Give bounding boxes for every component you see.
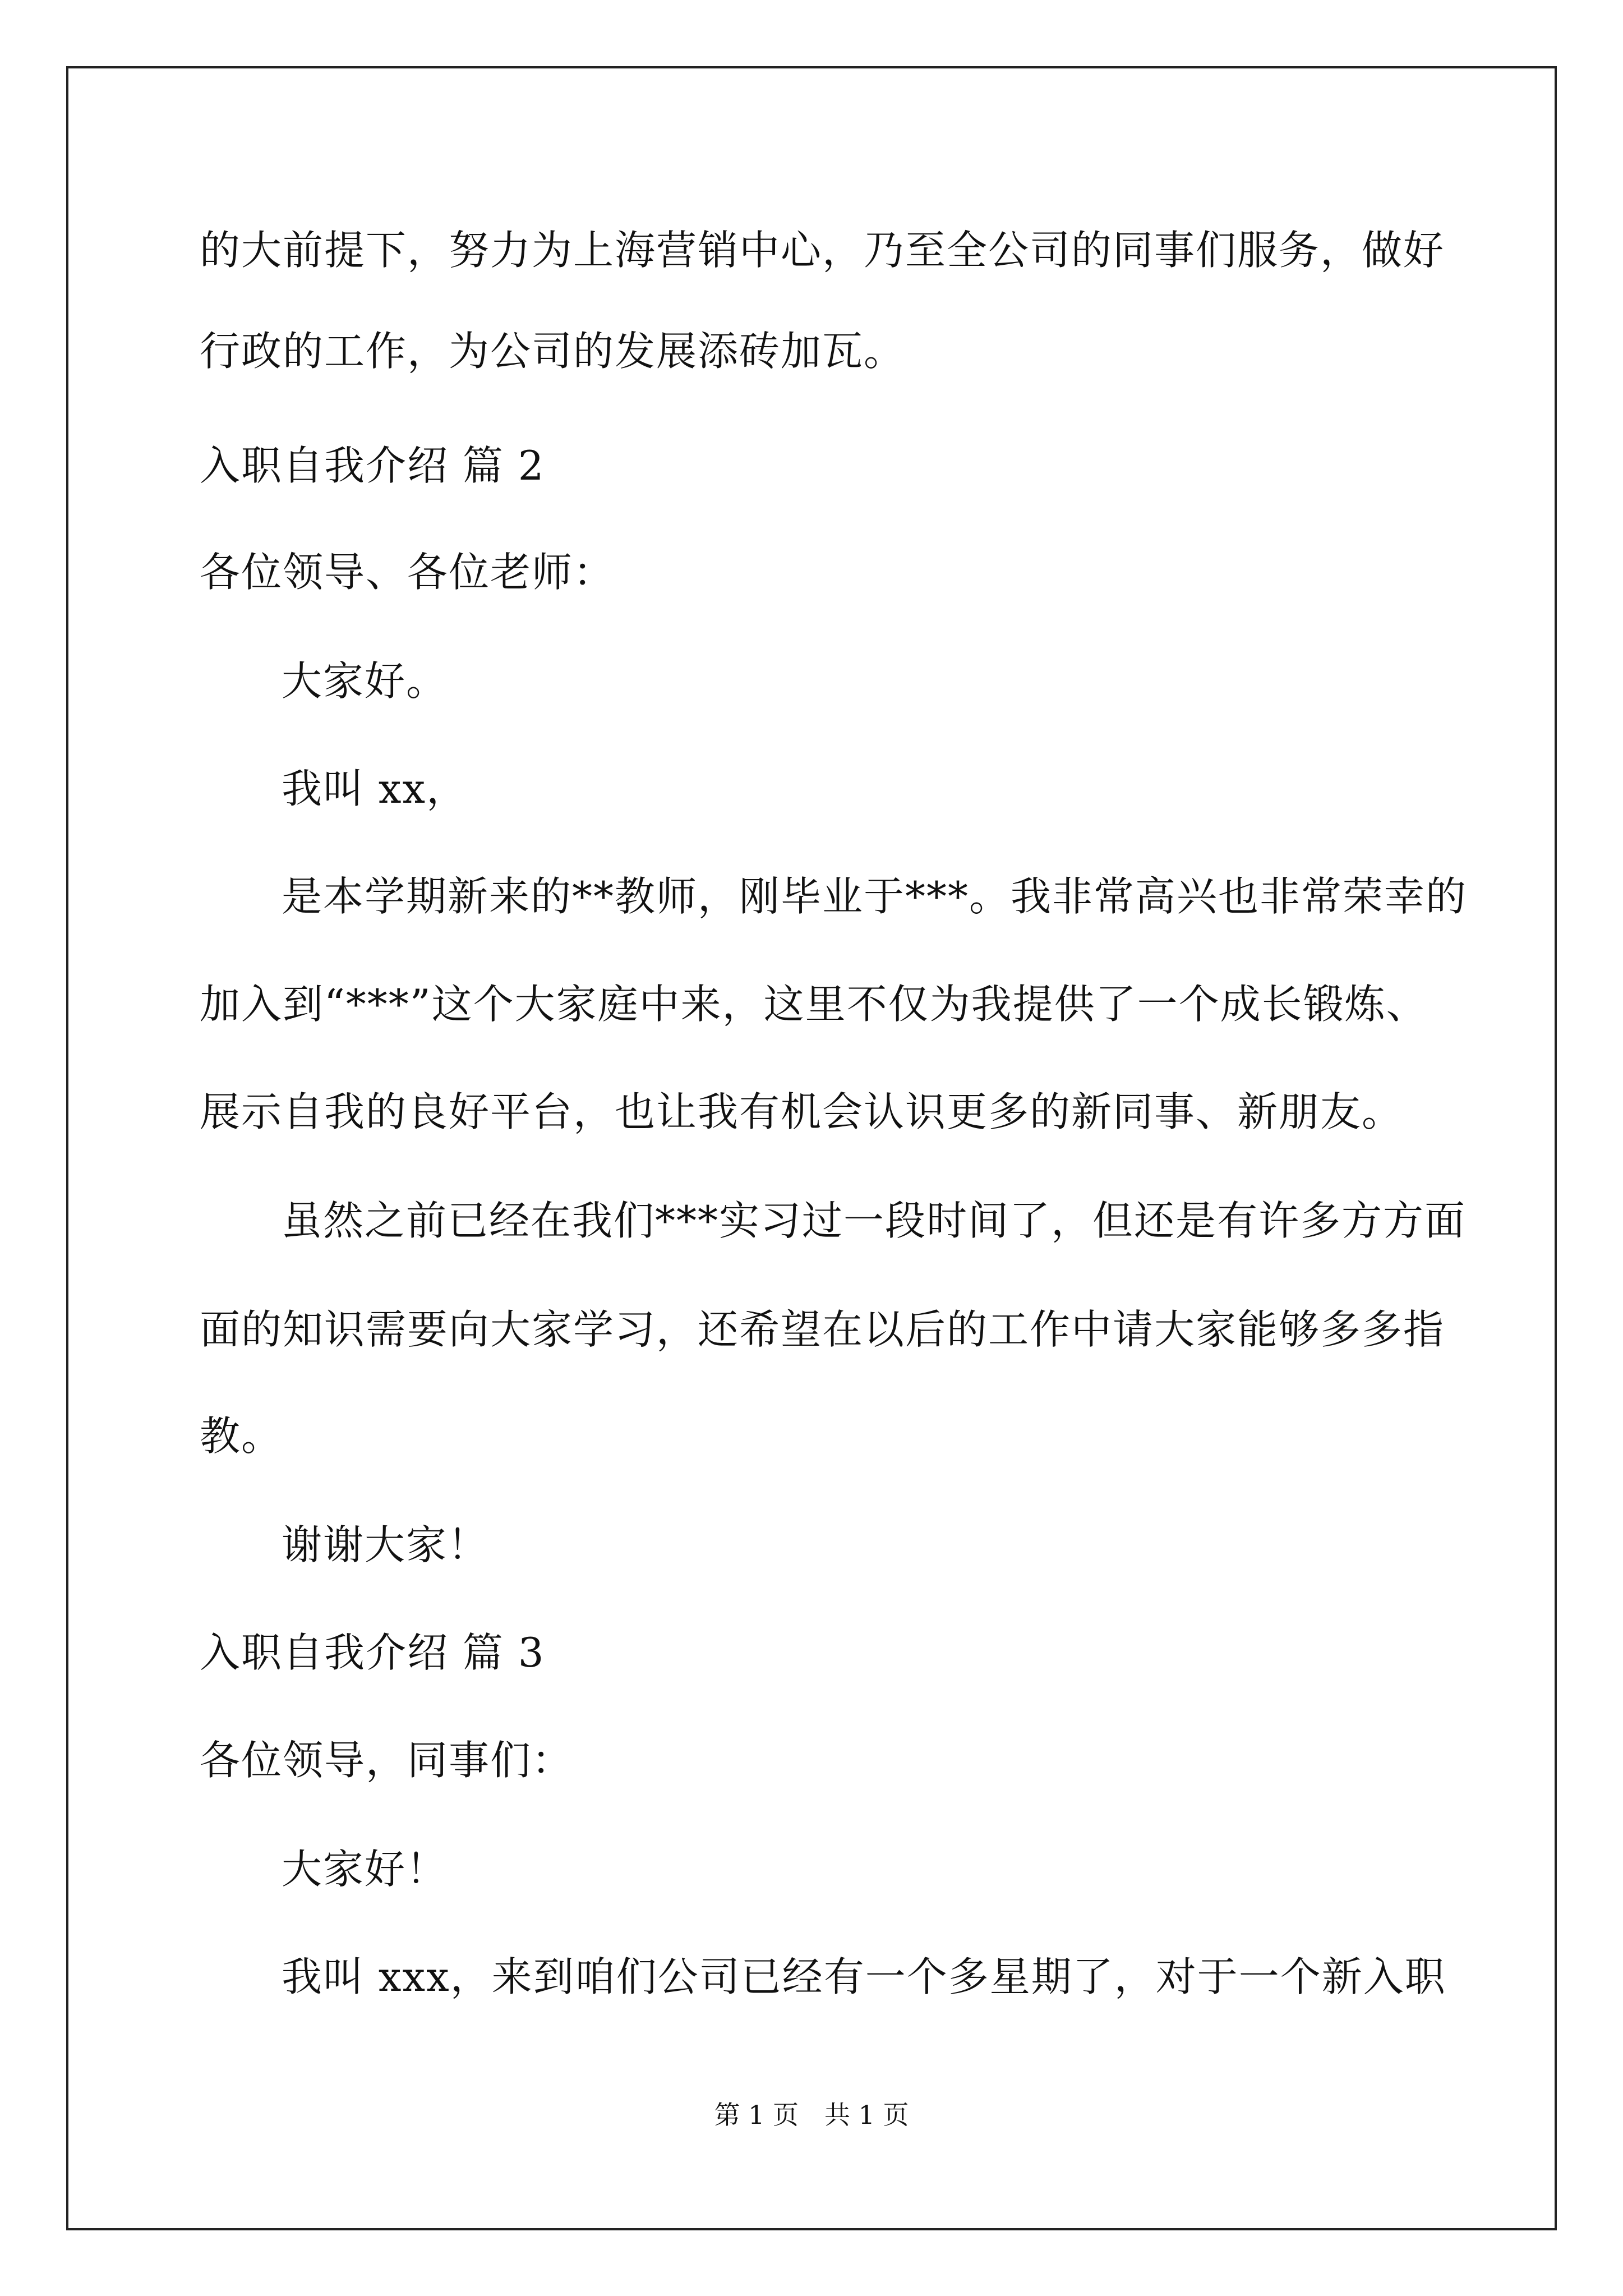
paragraph-line: 是本学期新来的**教师，刚毕业于***。我非常高兴也非常荣幸的 bbox=[282, 873, 1468, 920]
salutation: 各位领导，同事们： bbox=[200, 1737, 574, 1784]
paragraph-line: 虽然之前已经在我们***实习过一段时间了，但还是有许多方方面 bbox=[282, 1197, 1467, 1244]
paragraph-line: 展示自我的良好平台，也让我有机会认识更多的新同事、新朋友。 bbox=[200, 1088, 1404, 1135]
section-heading: 入职自我介绍 篇 2 bbox=[200, 442, 545, 489]
page-border bbox=[66, 66, 1557, 2230]
page-footer: 第 1 页 共 1 页 bbox=[714, 2100, 909, 2130]
greeting: 大家好！ bbox=[282, 1846, 448, 1893]
salutation: 各位领导、各位老师： bbox=[200, 549, 615, 596]
paragraph-line: 的大前提下，努力为上海营销中心，乃至全公司的同事们服务，做好 bbox=[200, 227, 1445, 274]
paragraph-line: 我叫 xxx，来到咱们公司已经有一个多星期了，对于一个新入职 bbox=[282, 1953, 1446, 2000]
greeting: 大家好。 bbox=[282, 657, 448, 705]
paragraph-line: 面的知识需要向大家学习，还希望在以后的工作中请大家能够多多指 bbox=[200, 1306, 1445, 1353]
paragraph-line: 我叫 xx， bbox=[282, 765, 468, 812]
section-heading: 入职自我介绍 篇 3 bbox=[200, 1629, 545, 1676]
closing-line: 谢谢大家！ bbox=[282, 1521, 490, 1568]
paragraph-line: 加入到“***”这个大家庭中来，这里不仅为我提供了一个成长锻炼、 bbox=[200, 981, 1428, 1028]
paragraph-line: 教。 bbox=[200, 1412, 283, 1460]
paragraph-line: 行政的工作，为公司的发展添砖加瓦。 bbox=[200, 328, 906, 375]
